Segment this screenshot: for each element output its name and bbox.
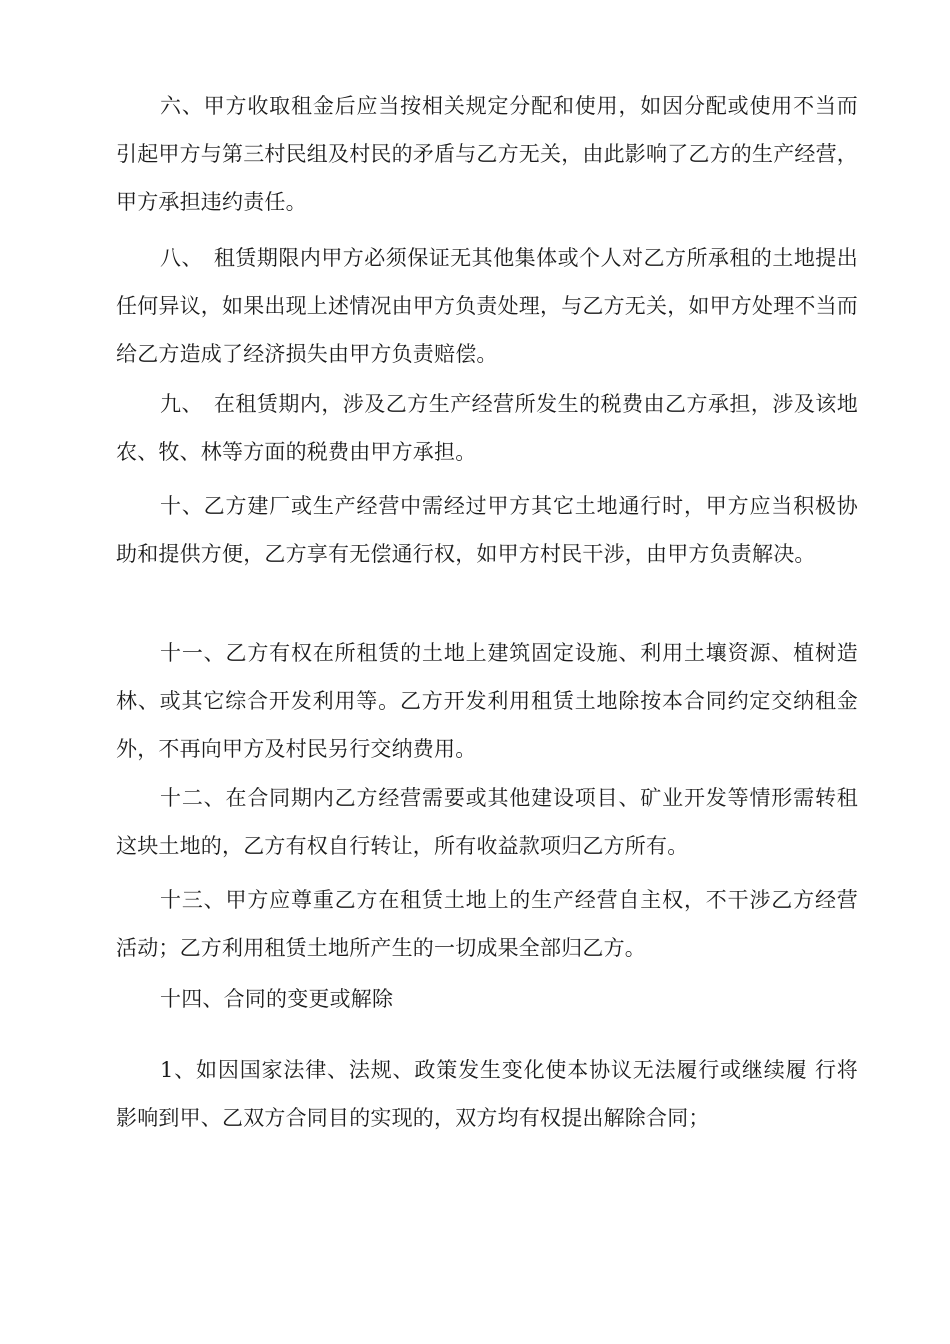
clause-8-paragraph: 八、 租赁期限内甲方必须保证无其他集体或个人对乙方所承租的土地提出任何异议，如果出现上述情况由甲方负责处理，与乙方无关，如甲方处理不当而给乙方造成了经济损失由甲方负责赔偿。 — [116, 246, 858, 366]
clause-9-paragraph: 九、 在租赁期内，涉及乙方生产经营所发生的税费由乙方承担，涉及该地农、牧、林等方面的税费由甲方承担。 — [116, 392, 858, 464]
clause-13-paragraph: 十三、甲方应尊重乙方在租赁土地上的生产经营自主权，不干涉乙方经营活动；乙方利用租赁土地所产生的一切成果全部归乙方。 — [116, 888, 858, 960]
clause-10-paragraph: 十、乙方建厂或生产经营中需经过甲方其它土地通行时，甲方应当积极协助和提供方便，乙方享有无偿通行权，如甲方村民干涉，由甲方负责解决。 — [116, 494, 858, 566]
clause-12-paragraph: 十二、在合同期内乙方经营需要或其他建设项目、矿业开发等情形需转租这块土地的，乙方有权自行转让，所有收益款项归乙方所有。 — [116, 786, 858, 858]
clause-14-heading: 十四、合同的变更或解除 — [160, 987, 394, 1011]
clause-11-paragraph: 十一、乙方有权在所租赁的土地上建筑固定设施、利用土壤资源、植树造林、或其它综合开发利用等。乙方开发利用租赁土地除按本合同约定交纳租金外，不再向甲方及村民另行交纳费用。 — [116, 641, 858, 761]
clause-14-item-1-paragraph: 1、如因国家法律、法规、政策发生变化使本协议无法履行或继续履 行将影响到甲、乙双方合同目的实现的，双方均有权提出解除合同； — [116, 1058, 858, 1130]
clause-6-paragraph: 六、甲方收取租金后应当按相关规定分配和使用，如因分配或使用不当而引起甲方与第三村民组及村民的矛盾与乙方无关，由此影响了乙方的生产经营，甲方承担违约责任。 — [116, 94, 858, 214]
